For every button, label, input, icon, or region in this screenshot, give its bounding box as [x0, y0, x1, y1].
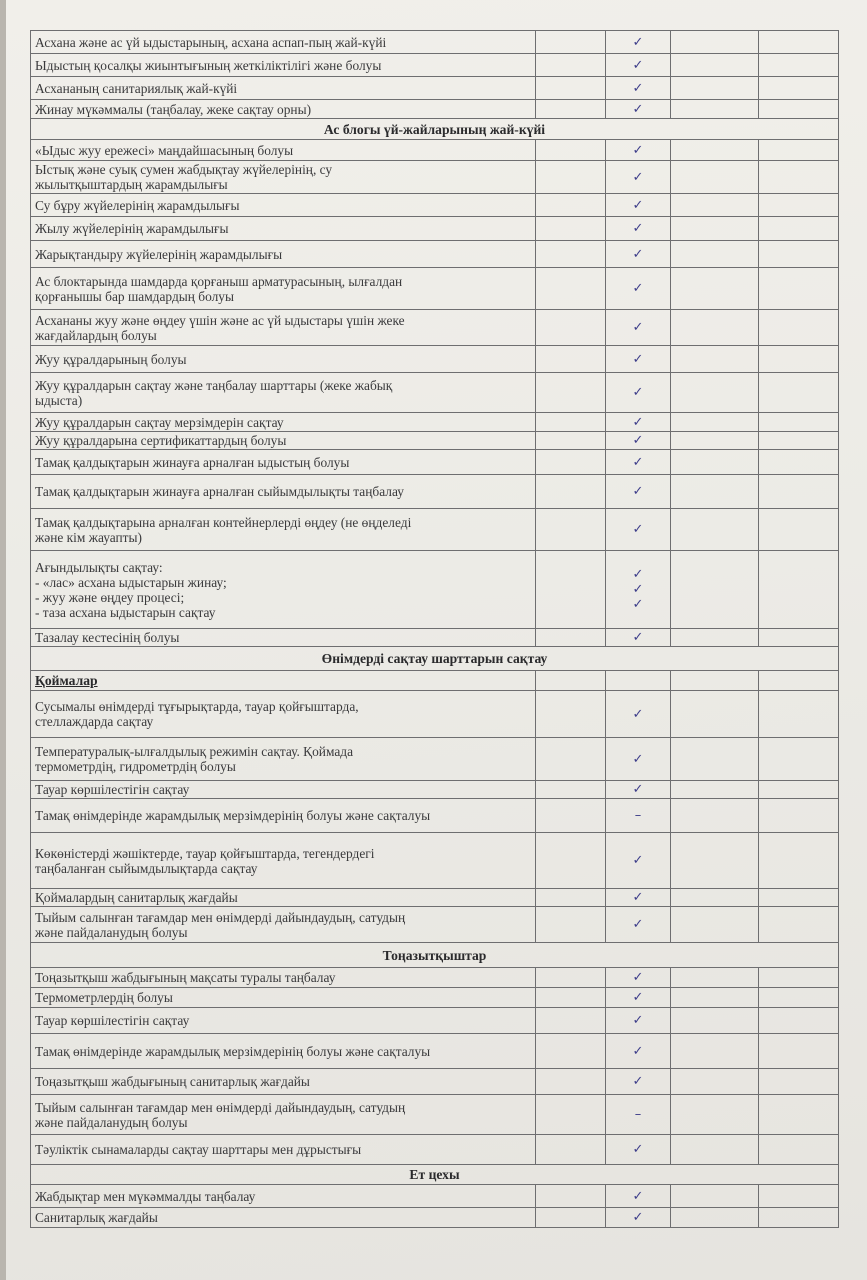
section-title: Өнімдерді сақтау шарттарын сақтау — [31, 647, 839, 671]
check-mark: ✓ — [606, 161, 671, 194]
table-row — [31, 988, 839, 1008]
empty-cell — [671, 738, 759, 781]
criterion-text: Тауар көршілестігін сақтау — [31, 781, 536, 799]
check-mark: ✓ — [606, 100, 671, 119]
criterion-text: Жылу жүйелерінің жарамдылығы — [31, 217, 536, 241]
table-row — [31, 373, 839, 413]
criterion-text: Жарықтандыру жүйелерінің жарамдылығы — [31, 241, 536, 268]
empty-cell — [759, 889, 839, 907]
empty-cell — [759, 475, 839, 509]
criterion-text: Асхана және ас үй ыдыстарының, асхана аспап-пың жай-күйі — [31, 31, 536, 54]
table-row — [31, 268, 839, 310]
empty-cell — [671, 988, 759, 1008]
empty-cell — [536, 413, 606, 432]
empty-cell — [536, 194, 606, 217]
table-row — [31, 968, 839, 988]
empty-cell — [536, 551, 606, 629]
empty-cell — [536, 77, 606, 100]
criterion-text: Ағындылықты сақтау: - «лас» асхана ыдыстарын жинау; - жуу және өңдеу процесі; - таза асхана ыдыстарын сақтау — [31, 551, 536, 629]
empty-cell — [759, 241, 839, 268]
table-row — [31, 907, 839, 943]
subsection-header-row — [31, 671, 839, 691]
empty-cell — [671, 475, 759, 509]
table-row — [31, 799, 839, 833]
criterion-text: Тауар көршілестігін сақтау — [31, 1008, 536, 1034]
empty-cell — [536, 268, 606, 310]
check-mark: ✓ — [606, 781, 671, 799]
section-header-row — [31, 1165, 839, 1185]
table-row — [31, 31, 839, 54]
empty-cell — [671, 54, 759, 77]
table-row — [31, 1069, 839, 1095]
empty-cell — [759, 968, 839, 988]
empty-cell — [536, 450, 606, 475]
empty-cell — [536, 1034, 606, 1069]
check-mark: ✓ — [606, 988, 671, 1008]
empty-cell — [536, 161, 606, 194]
empty-cell — [759, 671, 839, 691]
check-mark: ✓ — [606, 310, 671, 346]
table-row — [31, 1034, 839, 1069]
criterion-text: Сусымалы өнімдерді тұғырықтарда, тауар қойғыштарда, стеллаждарда сақтау — [31, 691, 536, 738]
criterion-text: Термометрлердің болуы — [31, 988, 536, 1008]
empty-cell — [759, 413, 839, 432]
check-mark: ✓ — [606, 629, 671, 647]
empty-cell — [671, 1069, 759, 1095]
empty-cell — [671, 31, 759, 54]
table-row — [31, 140, 839, 161]
empty-cell — [759, 1095, 839, 1135]
check-mark: ✓ — [606, 432, 671, 450]
table-row — [31, 781, 839, 799]
criterion-text: Тамақ өнімдерінде жарамдылық мерзімдерінің болуы және сақталуы — [31, 799, 536, 833]
empty-cell — [671, 346, 759, 373]
empty-cell — [536, 833, 606, 889]
check-mark: ✓ — [606, 450, 671, 475]
empty-cell — [536, 310, 606, 346]
criterion-text: Көкөністерді жәшіктерде, тауар қойғыштарда, тегендердегі таңбаланған сыйымдылықтарда сақтау — [31, 833, 536, 889]
empty-cell — [536, 1069, 606, 1095]
empty-cell — [759, 781, 839, 799]
table-row — [31, 889, 839, 907]
check-mark: ✓ — [606, 738, 671, 781]
check-mark: ✓ — [606, 373, 671, 413]
table-row — [31, 1008, 839, 1034]
empty-cell — [759, 907, 839, 943]
empty-cell — [671, 450, 759, 475]
empty-cell — [536, 241, 606, 268]
empty-cell — [759, 629, 839, 647]
empty-cell — [536, 346, 606, 373]
empty-cell — [536, 968, 606, 988]
table-row — [31, 1208, 839, 1228]
empty-cell — [536, 31, 606, 54]
table-row — [31, 691, 839, 738]
empty-cell — [759, 31, 839, 54]
empty-cell — [671, 1185, 759, 1208]
section-title: Ас блогы үй-жайларының жай-күйі — [31, 119, 839, 140]
empty-cell — [671, 140, 759, 161]
check-mark: ✓ — [606, 1135, 671, 1165]
subsection-title: Қоймалар — [31, 671, 536, 691]
check-mark: ✓ — [606, 833, 671, 889]
criterion-text: Санитарлық жағдайы — [31, 1208, 536, 1228]
check-mark: ✓ — [606, 1069, 671, 1095]
table-row — [31, 475, 839, 509]
empty-cell — [671, 833, 759, 889]
empty-cell — [759, 1069, 839, 1095]
check-mark: ✓ — [606, 346, 671, 373]
empty-cell — [671, 1208, 759, 1228]
empty-cell — [671, 799, 759, 833]
empty-cell — [536, 671, 606, 691]
empty-cell — [671, 432, 759, 450]
table-row — [31, 450, 839, 475]
empty-cell — [536, 54, 606, 77]
empty-cell — [671, 509, 759, 551]
criterion-text: Ас блоктарында шамдарда қорғаныш арматурасының, ылғалдан қорғанышы бар шамдардың болуы — [31, 268, 536, 310]
empty-cell — [536, 799, 606, 833]
empty-cell — [536, 629, 606, 647]
criterion-text: Жуу құралдарын сақтау және таңбалау шарттары (жеке жабық ыдыста) — [31, 373, 536, 413]
check-mark: ✓ — [606, 968, 671, 988]
empty-cell — [536, 1095, 606, 1135]
table-row — [31, 738, 839, 781]
table-row — [31, 310, 839, 346]
empty-cell — [536, 889, 606, 907]
empty-cell — [759, 346, 839, 373]
criterion-text: Ыдыстың қосалқы жиынтығының жеткіліктілігі және болуы — [31, 54, 536, 77]
empty-cell — [606, 671, 671, 691]
empty-cell — [759, 54, 839, 77]
check-mark: ✓ — [606, 889, 671, 907]
table-row — [31, 161, 839, 194]
empty-cell — [759, 509, 839, 551]
criterion-text: Тамақ қалдықтарын жинауға арналған сыйымдылықты таңбалау — [31, 475, 536, 509]
empty-cell — [759, 988, 839, 1008]
criterion-text: Жуу құралдарының болуы — [31, 346, 536, 373]
empty-cell — [536, 100, 606, 119]
empty-cell — [759, 1135, 839, 1165]
empty-cell — [671, 413, 759, 432]
empty-cell — [759, 551, 839, 629]
empty-cell — [759, 1034, 839, 1069]
empty-cell — [671, 889, 759, 907]
table-row — [31, 432, 839, 450]
criterion-text: Асхананы жуу және өңдеу үшін және ас үй ыдыстары үшін жеке жағдайлардың болуы — [31, 310, 536, 346]
empty-cell — [759, 310, 839, 346]
empty-cell — [536, 1185, 606, 1208]
criterion-text: Жуу құралдарын сақтау мерзімдерін сақтау — [31, 413, 536, 432]
criterion-text: Тамақ қалдықтарын жинауға арналған ыдыстың болуы — [31, 450, 536, 475]
empty-cell — [759, 194, 839, 217]
empty-cell — [671, 241, 759, 268]
empty-cell — [536, 475, 606, 509]
empty-cell — [671, 1008, 759, 1034]
empty-cell — [536, 373, 606, 413]
criterion-text: Тамақ қалдықтарына арналған контейнерлерді өңдеу (не өңделеді және кім жауапты) — [31, 509, 536, 551]
empty-cell — [759, 738, 839, 781]
table-row — [31, 346, 839, 373]
table-row — [31, 551, 839, 629]
empty-cell — [671, 77, 759, 100]
empty-cell — [536, 432, 606, 450]
check-mark: – — [606, 799, 671, 833]
empty-cell — [671, 1034, 759, 1069]
check-mark: – — [606, 1095, 671, 1135]
empty-cell — [671, 671, 759, 691]
empty-cell — [759, 691, 839, 738]
table-row — [31, 1185, 839, 1208]
empty-cell — [536, 509, 606, 551]
table-row — [31, 217, 839, 241]
empty-cell — [536, 781, 606, 799]
empty-cell — [671, 968, 759, 988]
empty-cell — [759, 140, 839, 161]
check-mark: ✓ — [606, 241, 671, 268]
criterion-text: Асхананың санитариялық жай-күйі — [31, 77, 536, 100]
criterion-text: Тыйым салынған тағамдар мен өнімдерді дайындаудың, сатудың және пайдаланудың болуы — [31, 907, 536, 943]
table-row — [31, 77, 839, 100]
table-row — [31, 241, 839, 268]
empty-cell — [536, 1135, 606, 1165]
empty-cell — [671, 781, 759, 799]
check-mark: ✓ — [606, 509, 671, 551]
check-mark: ✓ — [606, 1208, 671, 1228]
section-header-row — [31, 943, 839, 968]
empty-cell — [671, 161, 759, 194]
criterion-text: Жабдықтар мен мүкәммалды таңбалау — [31, 1185, 536, 1208]
table-row — [31, 54, 839, 77]
criterion-text: Тоңазытқыш жабдығының санитарлық жағдайы — [31, 1069, 536, 1095]
table-row — [31, 1135, 839, 1165]
table-row — [31, 509, 839, 551]
empty-cell — [671, 551, 759, 629]
check-mark: ✓ — [606, 907, 671, 943]
table-row — [31, 833, 839, 889]
check-mark: ✓ — [606, 1008, 671, 1034]
check-mark: ✓ — [606, 1185, 671, 1208]
check-mark: ✓ — [606, 140, 671, 161]
empty-cell — [759, 1185, 839, 1208]
empty-cell — [536, 217, 606, 241]
empty-cell — [759, 77, 839, 100]
criterion-text: Жуу құралдарына сертификаттардың болуы — [31, 432, 536, 450]
table-row — [31, 629, 839, 647]
criterion-text: «Ыдыс жуу ережесі» маңдайшасының болуы — [31, 140, 536, 161]
checklist-rows — [31, 31, 839, 1228]
check-mark: ✓ — [606, 475, 671, 509]
section-header-row — [31, 647, 839, 671]
check-mark: ✓ — [606, 1034, 671, 1069]
empty-cell — [536, 738, 606, 781]
criterion-text: Қоймалардың санитарлық жағдайы — [31, 889, 536, 907]
empty-cell — [536, 1208, 606, 1228]
checklist-sheet — [6, 0, 867, 1280]
criterion-text: Тыйым салынған тағамдар мен өнімдерді дайындаудың, сатудың және пайдаланудың болуы — [31, 1095, 536, 1135]
check-mark: ✓ — [606, 268, 671, 310]
criterion-text: Тоңазытқыш жабдығының мақсаты туралы таңбалау — [31, 968, 536, 988]
empty-cell — [671, 1095, 759, 1135]
criterion-text: Температуралық-ылғалдылық режимін сақтау. Қоймада термометрдің, гидрометрдің болуы — [31, 738, 536, 781]
criterion-text: Су бұру жүйелерінің жарамдылығы — [31, 194, 536, 217]
empty-cell — [536, 907, 606, 943]
empty-cell — [671, 629, 759, 647]
section-title: Тоңазытқыштар — [31, 943, 839, 968]
table-row — [31, 1095, 839, 1135]
check-mark: ✓ — [606, 54, 671, 77]
check-mark: ✓ — [606, 194, 671, 217]
empty-cell — [671, 100, 759, 119]
empty-cell — [671, 907, 759, 943]
check-mark: ✓ — [606, 77, 671, 100]
empty-cell — [671, 217, 759, 241]
empty-cell — [671, 268, 759, 310]
table-row — [31, 100, 839, 119]
criterion-text: Тәуліктік сынамаларды сақтау шарттары мен дұрыстығы — [31, 1135, 536, 1165]
empty-cell — [671, 691, 759, 738]
empty-cell — [759, 100, 839, 119]
table-row — [31, 194, 839, 217]
empty-cell — [671, 1135, 759, 1165]
check-mark: ✓ ✓ ✓ — [606, 551, 671, 629]
criterion-text: Жинау мүкәммалы (таңбалау, жеке сақтау орны) — [31, 100, 536, 119]
empty-cell — [759, 1008, 839, 1034]
section-header-row — [31, 119, 839, 140]
criterion-text: Ыстық және суық сумен жабдықтау жүйелерінің, су жылытқыштардың жарамдылығы — [31, 161, 536, 194]
empty-cell — [759, 432, 839, 450]
check-mark: ✓ — [606, 413, 671, 432]
empty-cell — [536, 691, 606, 738]
empty-cell — [759, 450, 839, 475]
empty-cell — [759, 268, 839, 310]
table-row — [31, 413, 839, 432]
empty-cell — [671, 194, 759, 217]
empty-cell — [759, 217, 839, 241]
check-mark: ✓ — [606, 31, 671, 54]
empty-cell — [536, 140, 606, 161]
check-mark: ✓ — [606, 691, 671, 738]
empty-cell — [759, 1208, 839, 1228]
criterion-text: Тамақ өнімдерінде жарамдылық мерзімдерінің болуы және сақталуы — [31, 1034, 536, 1069]
criterion-text: Тазалау кестесінің болуы — [31, 629, 536, 647]
empty-cell — [759, 373, 839, 413]
empty-cell — [536, 988, 606, 1008]
empty-cell — [671, 310, 759, 346]
empty-cell — [671, 373, 759, 413]
check-mark: ✓ — [606, 217, 671, 241]
section-title: Ет цехы — [31, 1165, 839, 1185]
checklist-table — [30, 30, 839, 1228]
empty-cell — [759, 161, 839, 194]
empty-cell — [536, 1008, 606, 1034]
empty-cell — [759, 799, 839, 833]
empty-cell — [759, 833, 839, 889]
